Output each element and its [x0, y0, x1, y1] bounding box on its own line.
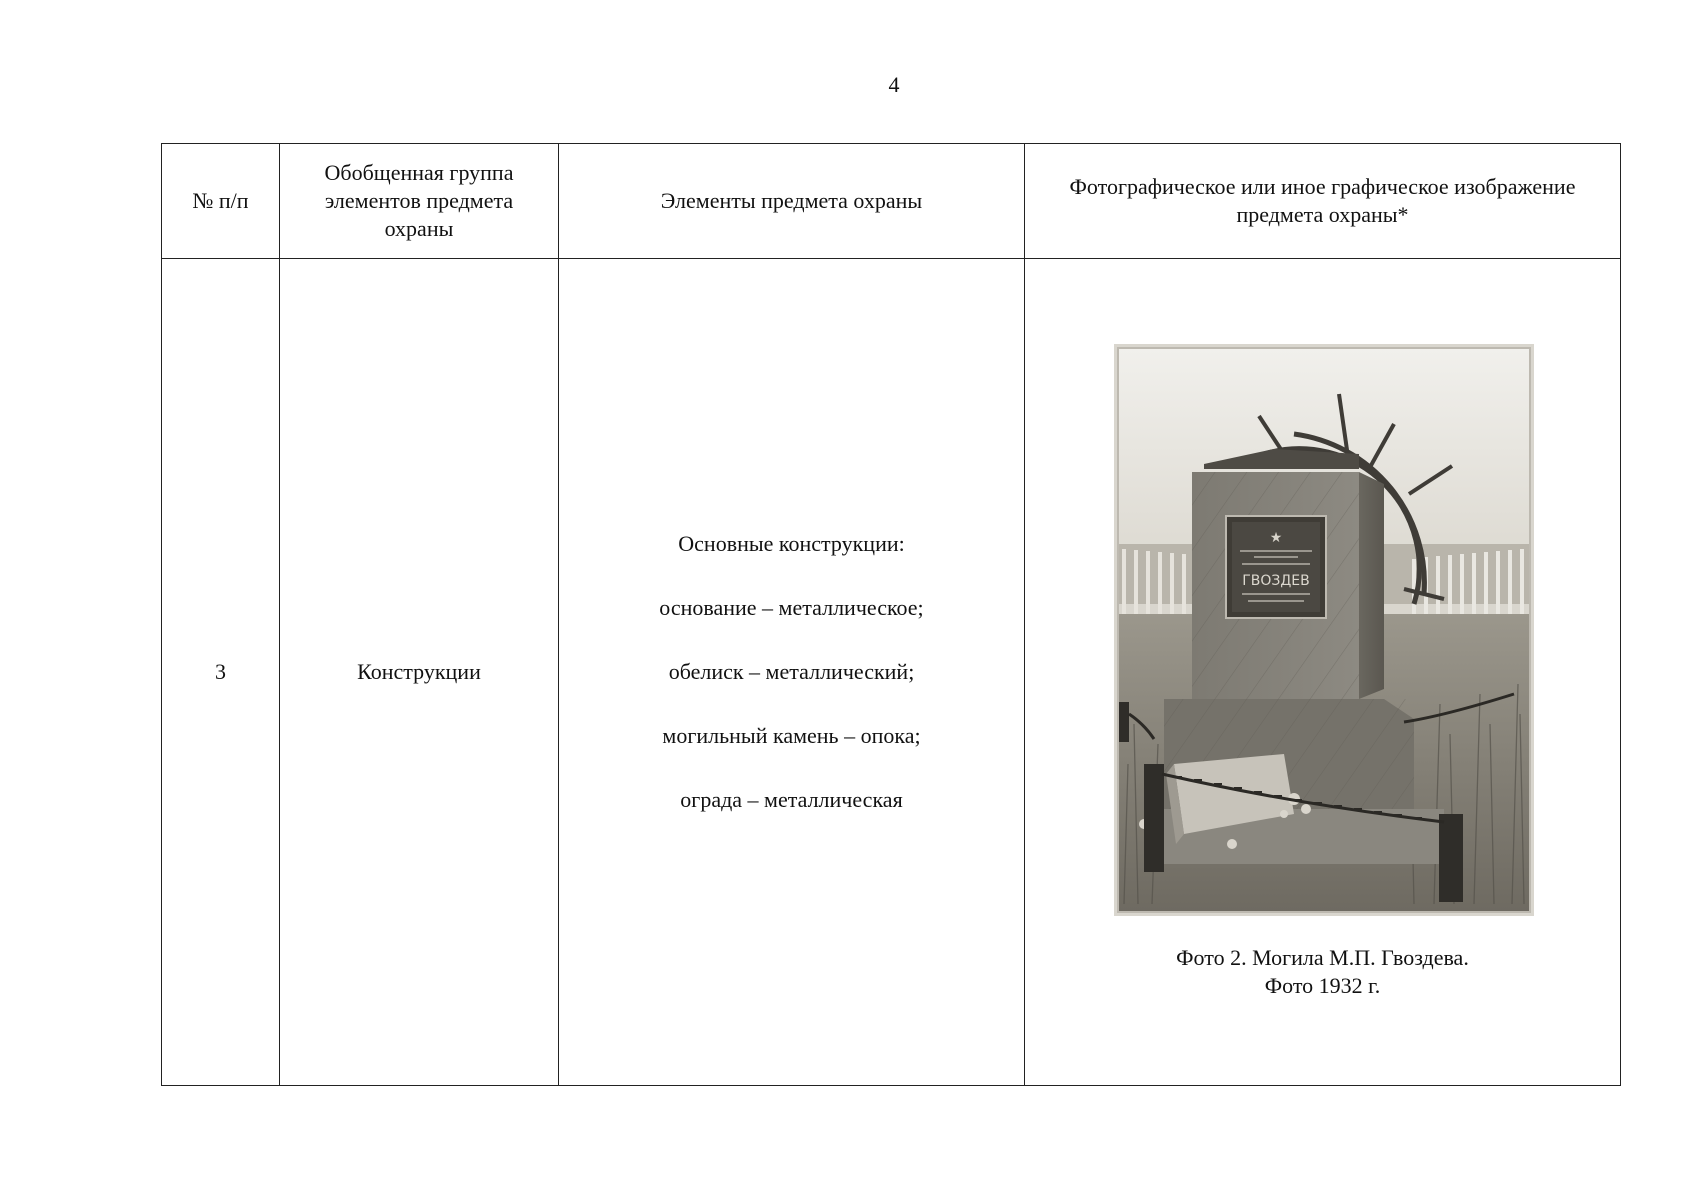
table-header-row: [162, 144, 1621, 259]
protection-table: [161, 143, 1621, 1086]
header-image: Фотографическое или иное графическое изображение предмета охраны*: [1025, 144, 1621, 259]
element-item: Основные конструкции:: [678, 531, 905, 556]
row-elements: [559, 259, 1025, 1086]
photo-caption: [1176, 944, 1469, 1000]
svg-text:★: ★: [1269, 530, 1282, 546]
row-group: Конструкции: [280, 259, 559, 1086]
header-group: Обобщенная группа элементов предмета охраны: [280, 144, 559, 259]
header-elements: Элементы предмета охраны: [559, 144, 1025, 259]
row-image-cell: [1025, 259, 1621, 1086]
element-item: ограда – металлическая: [680, 787, 903, 812]
grave-photo: [1114, 344, 1534, 916]
caption-line: Фото 2. Могила М.П. Гвоздева.: [1176, 945, 1469, 970]
header-number: № п/п: [162, 144, 280, 259]
row-number: 3: [162, 259, 280, 1086]
caption-line: Фото 1932 г.: [1264, 973, 1381, 998]
element-item: обелиск – металлический;: [668, 659, 915, 684]
page-number: 4: [888, 72, 900, 97]
plaque-name: ГВОЗДЕВ: [1241, 573, 1310, 589]
table-row: [162, 259, 1621, 1086]
photo-block: [1035, 344, 1610, 1000]
element-item: основание – металлическое;: [659, 595, 924, 620]
element-item: могильный камень – опока;: [662, 723, 921, 748]
